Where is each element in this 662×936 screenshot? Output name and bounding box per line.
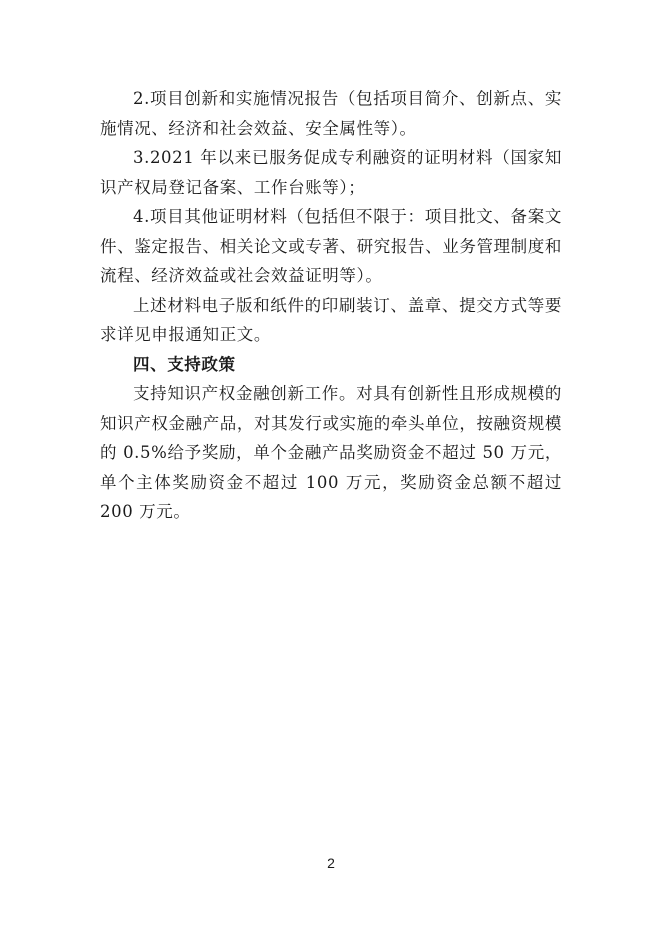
paragraph-item-3: 3.2021 年以来已服务促成专利融资的证明材料（国家知识产权局登记备案、工作台账等）； bbox=[100, 148, 562, 197]
paragraph-item-4: 4.项目其他证明材料（包括但不限于：项目批文、备案文件、鉴定报告、相关论文或专著、研究报告、业务管理制度和流程、经济效益或社会效益证明等）。 bbox=[100, 207, 562, 285]
section-heading: 四、支持政策 bbox=[133, 354, 236, 374]
paragraph-support-policy: 支持知识产权金融创新工作。对具有创新性且形成规模的知识产权金融产品，对其发行或实施的牵头单位，按融资规模的 0.5%给予奖励，单个金融产品奖励资金不超过 50 万元，单个主体奖励资金不超过 100 万元，奖励资金总额不超过 200 万元。 bbox=[100, 384, 562, 521]
paragraph-materials-note: 上述材料电子版和纸件的印刷装订、盖章、提交方式等要求详见申报通知正文。 bbox=[100, 295, 562, 344]
page-number: 2 bbox=[327, 855, 335, 871]
document-body bbox=[100, 84, 562, 527]
paragraph-item-2: 2.项目创新和实施情况报告（包括项目简介、创新点、实施情况、经济和社会效益、安全属性等）。 bbox=[100, 89, 562, 138]
